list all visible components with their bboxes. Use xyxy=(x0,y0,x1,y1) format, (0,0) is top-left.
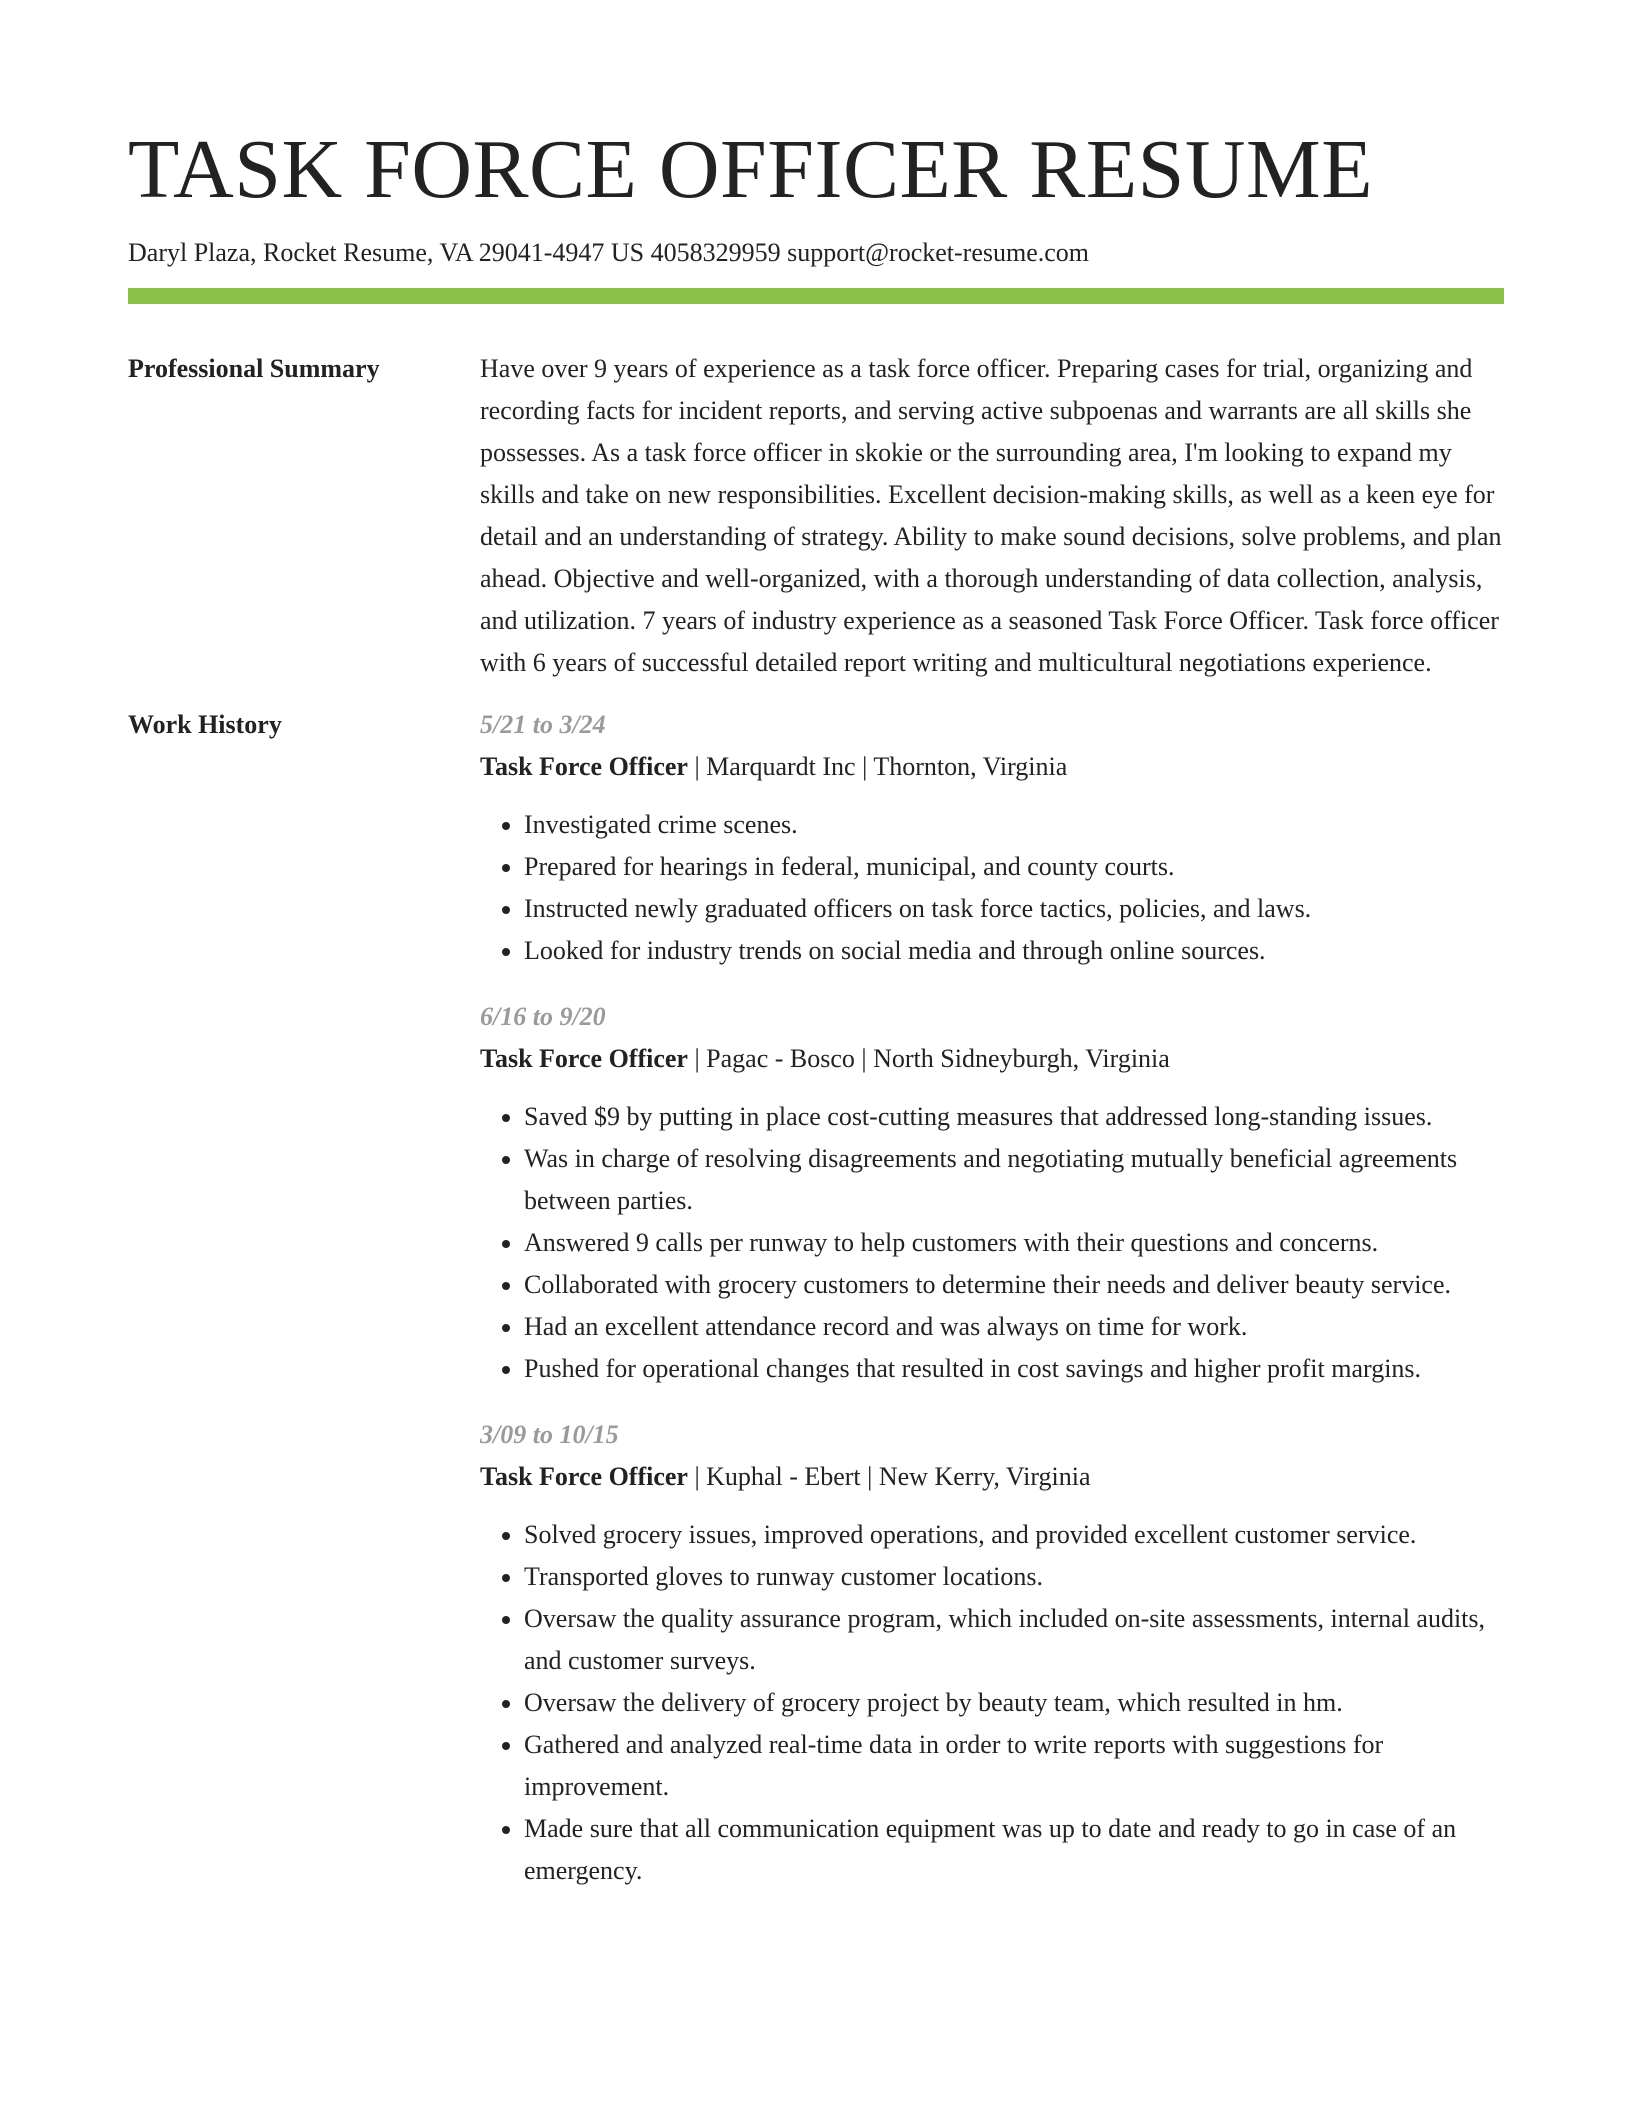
job-duty: • Instructed newly graduated officers on task force tactics, policies, and laws. xyxy=(524,888,1504,930)
job-entry xyxy=(480,996,1504,1390)
job-title: Task Force Officer xyxy=(480,752,688,781)
job-dates: 6/16 to 9/20 xyxy=(480,1002,606,1031)
summary-text: Have over 9 years of experience as a task force officer. Preparing cases for trial, organizing and recording facts for incident reports, and serving active subpoenas and warrants are all skills she possesses. As a task force officer in skokie or the surrounding area, I'm looking to expand my skills and take on new responsibilities. Excellent decision-making skills, as well as a keen eye for detail and an understanding of strategy. Ability to make sound decisions, solve problems, and plan ahead. Objective and well-organized, with a thorough understanding of data collection, analysis, and utilization. 7 years of industry experience as a seasoned Task Force Officer. Task force officer with 6 years of successful detailed report writing and multicultural negotiations experience. xyxy=(480,354,1502,677)
job-details: | Kuphal - Ebert | New Kerry, Virginia xyxy=(687,1462,1091,1491)
job-duty: • Solved grocery issues, improved operations, and provided excellent customer service. xyxy=(524,1514,1504,1556)
job-duty: • Had an excellent attendance record and was always on time for work. xyxy=(524,1306,1504,1348)
job-duty: • Oversaw the quality assurance program, which included on-site assessments, internal audits, and customer surveys. xyxy=(524,1598,1504,1682)
job-duty: • Saved $9 by putting in place cost-cutting measures that addressed long-standing issues. xyxy=(524,1096,1504,1138)
job-duty: • Answered 9 calls per runway to help customers with their questions and concerns. xyxy=(524,1222,1504,1264)
job-heading xyxy=(480,746,1504,788)
job-duty: • Prepared for hearings in federal, municipal, and county courts. xyxy=(524,846,1504,888)
job-dates: 5/21 to 3/24 xyxy=(480,710,606,739)
job-details: | Marquardt Inc | Thornton, Virginia xyxy=(687,752,1068,781)
job-duty: • Pushed for operational changes that resulted in cost savings and higher profit margins. xyxy=(524,1348,1504,1390)
resume-page xyxy=(128,0,1504,1916)
job-duty: • Looked for industry trends on social media and through online sources. xyxy=(524,930,1504,972)
resume-title: TASK FORCE OFFICER RESUME xyxy=(128,123,1374,216)
job-duties-list xyxy=(480,1514,1504,1892)
job-heading xyxy=(480,1038,1504,1080)
job-duty: • Was in charge of resolving disagreements and negotiating mutually beneficial agreements between parties. xyxy=(524,1138,1504,1222)
job-duty: • Transported gloves to runway customer locations. xyxy=(524,1556,1504,1598)
job-duty: • Collaborated with grocery customers to determine their needs and deliver beauty service. xyxy=(524,1264,1504,1306)
professional-summary-section xyxy=(128,348,1504,684)
header-divider xyxy=(128,288,1504,304)
job-duty: • Investigated crime scenes. xyxy=(524,804,1504,846)
job-details: | Pagac - Bosco | North Sidneyburgh, Virginia xyxy=(687,1044,1170,1073)
job-heading xyxy=(480,1456,1504,1498)
section-label-summary: Professional Summary xyxy=(128,354,380,383)
work-history-section xyxy=(128,704,1504,1916)
job-title: Task Force Officer xyxy=(480,1044,688,1073)
job-dates: 3/09 to 10/15 xyxy=(480,1420,619,1449)
job-entry xyxy=(480,1414,1504,1892)
section-label-work: Work History xyxy=(128,710,282,739)
job-duty: • Gathered and analyzed real-time data in order to write reports with suggestions for improvement. xyxy=(524,1724,1504,1808)
job-entry xyxy=(480,704,1504,972)
job-duties-list xyxy=(480,1096,1504,1390)
contact-line: Daryl Plaza, Rocket Resume, VA 29041-4947 US 4058329959 support@rocket-resume.com xyxy=(128,238,1090,267)
job-duty: • Oversaw the delivery of grocery project by beauty team, which resulted in hm. xyxy=(524,1682,1504,1724)
job-duty: • Made sure that all communication equipment was up to date and ready to go in case of an emergency. xyxy=(524,1808,1504,1892)
job-duties-list xyxy=(480,804,1504,972)
job-title: Task Force Officer xyxy=(480,1462,688,1491)
